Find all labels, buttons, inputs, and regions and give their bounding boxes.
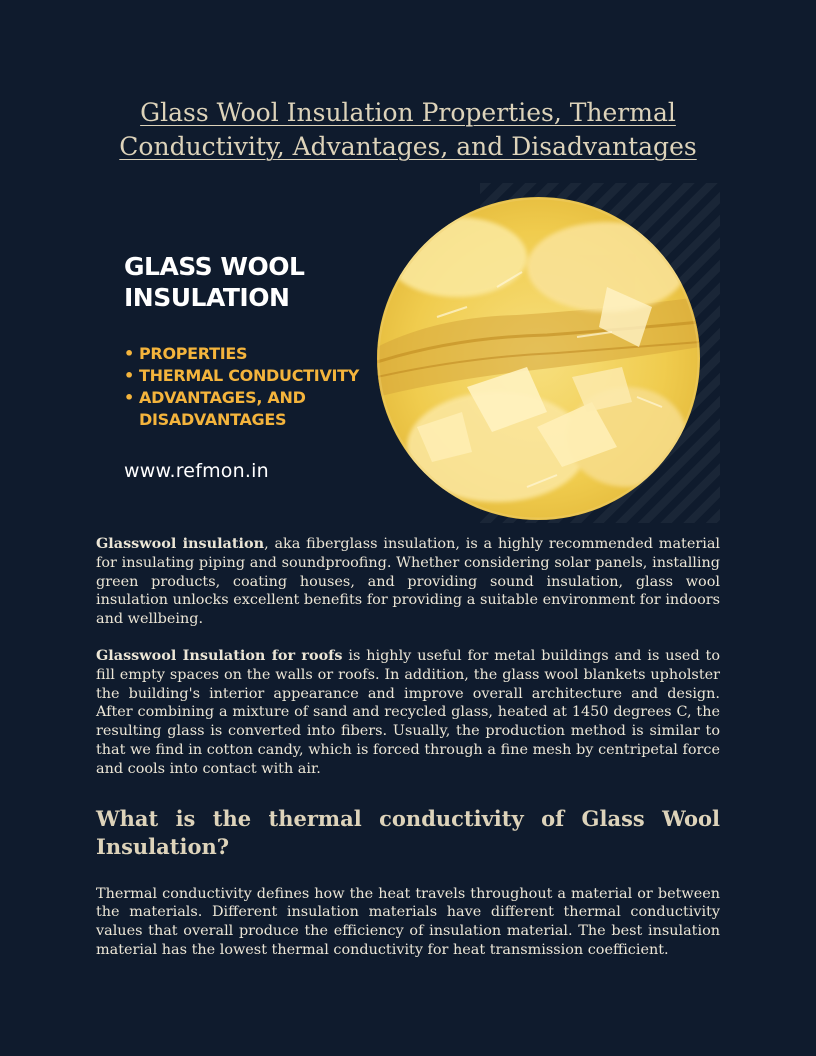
section-heading-thermal-conductivity [96,805,720,861]
page-title: Glass Wool Insulation Properties, Thermal Conductivity, Advantages, and Disadvantages [119,98,697,161]
roofs-lead-term: Glasswool Insulation for roofs [96,646,343,664]
banner-image [96,183,720,523]
thermal-conductivity-paragraph: Thermal conductivity defines how the heat travels throughout a material or between the materials. Different insulation materials have different thermal conductivity values that overall produce the efficiency of insulation material. The best insulation material has the lowest thermal conductivity for heat transmission coefficient. [96,885,720,958]
banner-heading-line-1: GLASS WOOL [124,252,305,281]
roofs-paragraph [96,647,720,779]
banner-heading [124,251,304,313]
banner-bullet-list [124,343,359,431]
section-heading-line-2: Insulation? [96,833,230,859]
section-heading-line-1: What is the thermal conductivity of Glass Wool [96,805,720,831]
roofs-text: is highly useful for metal buildings and is used to fill empty spaces on the walls or roofs. In addition, the glass wool blankets upholster the building's interior appearance and improve overall architecture and design. After combining a mixture of sand and recycled glass, heated at 1450 degrees C, the resulting glass is converted into fibers. Usually, the production method is similar to that we find in cotton candy, which is forced through a fine mesh by centripetal force and cools into contact with air. [96,647,720,777]
banner-bullet-properties: • PROPERTIES [124,343,359,365]
intro-lead-term: Glasswool insulation [96,535,265,552]
banner-bullet-thermal-conductivity: • THERMAL CONDUCTIVITY [124,365,359,387]
banner-bullet-advantages: • ADVANTAGES, AND DISADVANTAGES [124,387,339,431]
banner-website-url: www.refmon.in [124,460,269,482]
intro-text: , aka fiberglass insulation, is a highly recommended material for insulating piping and soundproofing. Whether considering solar panels, installing green products, coating houses, and providing sound insulation, glass wool insulation unlocks excellent benefits for providing a suitable environment for indoors and wellbeing. [96,536,720,628]
intro-paragraph [96,535,720,629]
glass-wool-photo-icon [377,197,700,520]
banner-heading-line-2: INSULATION [124,283,290,312]
article-body [96,535,720,978]
